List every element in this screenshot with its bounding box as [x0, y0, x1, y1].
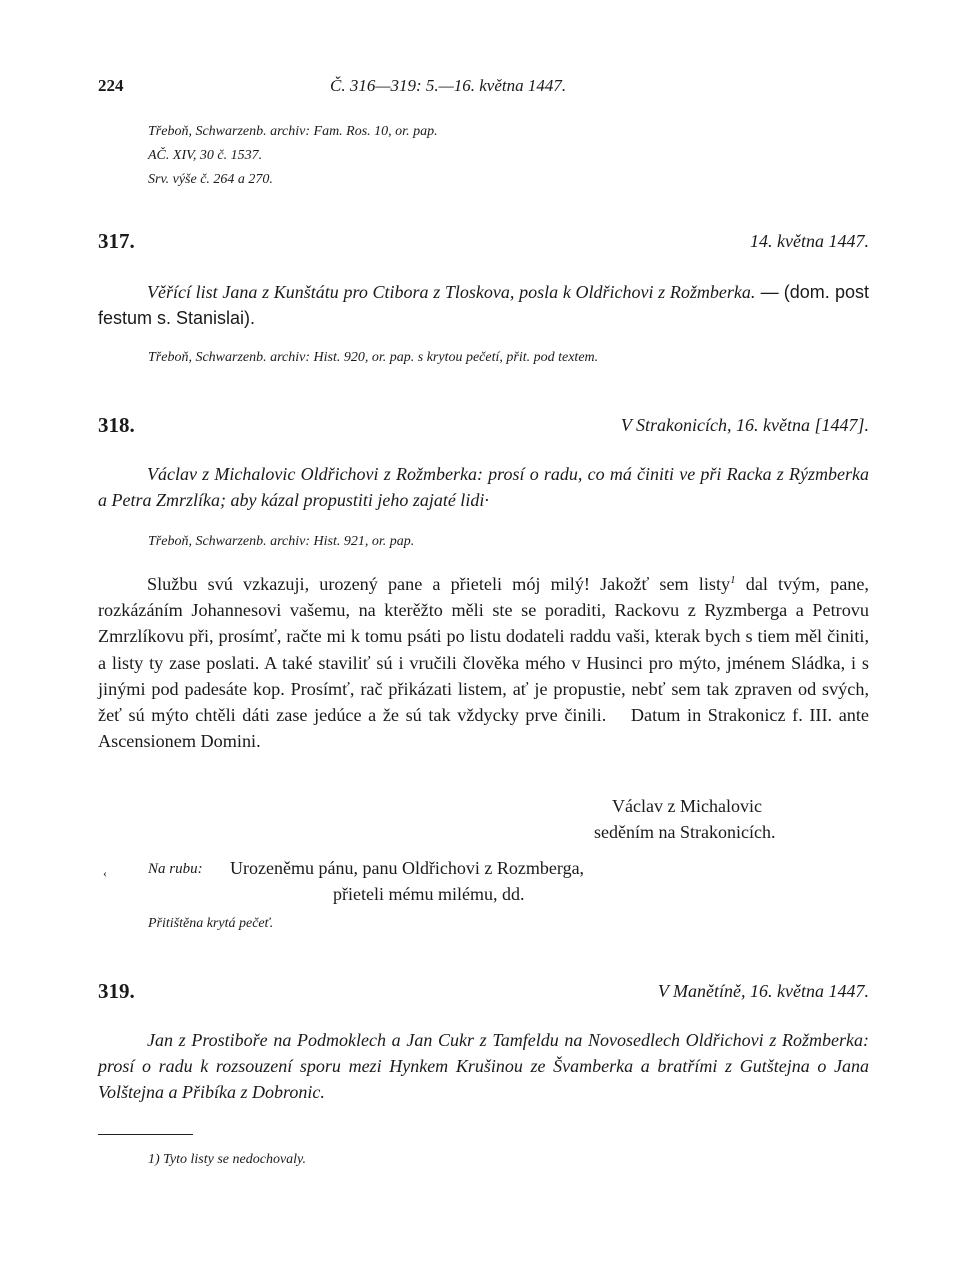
doc317-number: 317. [98, 229, 135, 253]
footnote-1-mark: 1) [148, 1152, 160, 1167]
footnote-rule [98, 1134, 193, 1135]
doc319-regest: Jan z Prostiboře na Podmoklech a Jan Cukr z Tamfeldu na Novosedlech Oldřichovi z Rožmberka: prosí o radu k rozsouzení sporu mezi Hynkem Krušinou ze Švamberka a bratřími z Gutštejna o Jana Volštejna a Přibíka z Dobronic. [98, 1030, 869, 1102]
page-number: 224 [98, 76, 124, 95]
address-label: Na rubu: [148, 861, 203, 877]
running-title: Č. 316—319: 5.—16. května 1447. [330, 76, 567, 95]
doc319-date: V Manětíně, 16. května 1447. [657, 981, 869, 1001]
doc318-date: V Strakonicích, 16. května [1447]. [620, 415, 869, 435]
footnote-1 [148, 1152, 306, 1168]
footnote-1-text: Tyto listy se nedochovaly. [163, 1152, 306, 1167]
doc318-number: 318. [98, 413, 135, 437]
margin-mark: ‹ [103, 866, 107, 880]
seal-note: Přitištěna krytá pečeť. [148, 916, 274, 931]
footnote-reference: 1 [730, 573, 736, 586]
address-line-1: Urozeněmu pánu, panu Oldřichovi z Rozmberga, [230, 858, 585, 878]
doc316-crossref-line: Srv. výše č. 264 a 270. [148, 172, 273, 187]
doc319-number: 319. [98, 979, 135, 1003]
doc316-archive-line: Třeboň, Schwarzenb. archiv: Fam. Ros. 10, or. pap. [148, 124, 438, 139]
doc317-regest [98, 279, 869, 331]
doc317-archive: Třeboň, Schwarzenb. archiv: Hist. 920, or. pap. s krytou pečetí, přit. pod textem. [148, 350, 599, 365]
doc318-datum: Datum in Strakonicz f. III. ante Ascensionem Domini. [98, 705, 869, 752]
doc318-archive: Třeboň, Schwarzenb. archiv: Hist. 921, or. pap. [148, 534, 415, 549]
doc317-date: 14. května 1447. [750, 231, 869, 251]
doc318-regest: Václav z Michalovic Oldřichovi z Rožmberka: prosí o radu, co má činiti ve při Racka z Rýzmberka a Petra Zmrzlíka; aby kázal propustiti jeho zajaté lidi· [98, 464, 869, 510]
doc317-regest-italic: Věřící list Jana z Kunštátu pro Ctibora z Tloskova, posla k Oldřichovi z Rožmberka. [147, 282, 756, 302]
doc318-letter-text [98, 571, 869, 754]
doc317-regest-roman: — (dom. post festum s. Stanislai). [98, 282, 869, 328]
signature-seat: seděním na Strakonicích. [594, 822, 776, 842]
doc318-text-before-note: Službu svú vzkazuji, urozený pane a přieteli mój milý! Jakožť sem listy [147, 574, 731, 594]
signature-name: Václav z Michalovic [612, 796, 762, 816]
doc316-edition-line: AČ. XIV, 30 č. 1537. [148, 148, 263, 163]
doc318-text-after-note: dal tvým, pane, rozkázáním Johannesovi vašemu, na kterěžto měli ste se poraditi, Rackovu z Ryzmberga a Petrovu Zmrzlíkovu při, prosímť, račte mi k tomu psáti po listu dodateli raddu vaši, kterak bych s tiem měl činiti, a listy ty zase poslati. A také staviliť sú i vručili člověka mého v Husinci pro mýto, jménem Sládka, i s jinými pod padesáte kop. Prosímť, rač přikázati listem, ať je propustie, nebť sem tak zpraven od svých, žeť sú mýto chtěli dáti zase jedúce a že sú tak vždycky prve činili. [98, 574, 869, 726]
address-line-2: přieteli mému milému, dd. [333, 884, 525, 904]
